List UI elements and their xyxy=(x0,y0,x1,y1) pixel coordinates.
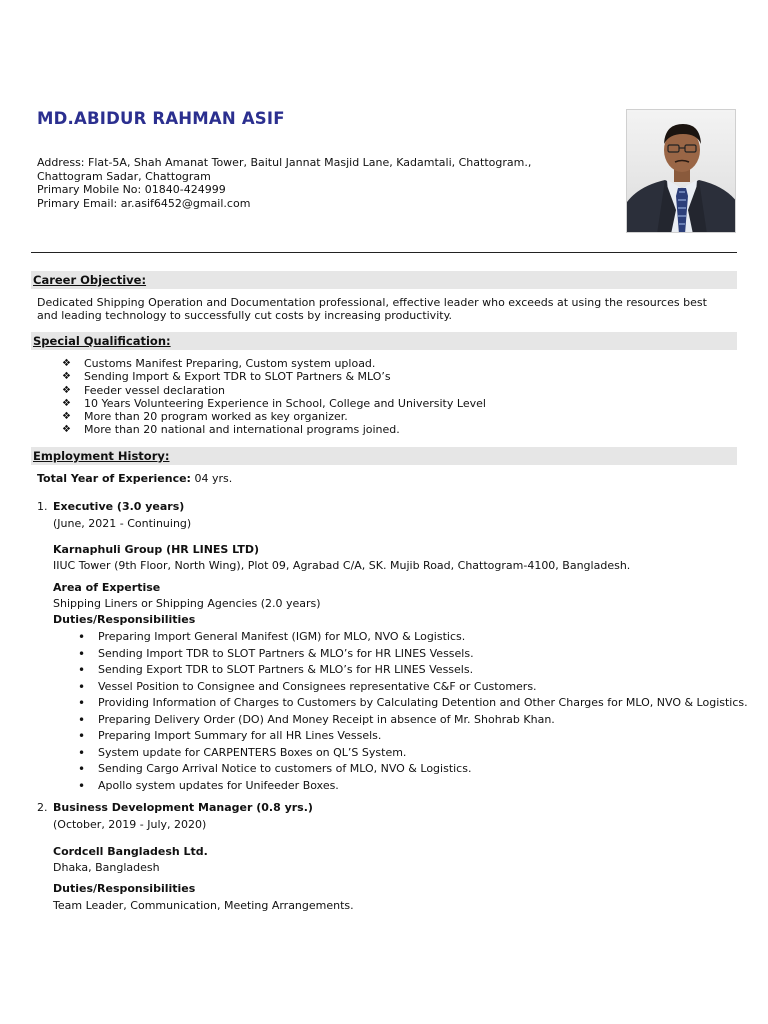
job-number: 2. xyxy=(37,801,48,814)
duties-label: Duties/Responsibilities xyxy=(53,613,196,626)
mobile-number: Primary Mobile No: 01840-424999 xyxy=(37,183,226,196)
section-header-special-qualification xyxy=(31,332,737,350)
duties-label: Duties/Responsibilities xyxy=(53,882,196,895)
company-address: Dhaka, Bangladesh xyxy=(53,861,160,874)
duties-list xyxy=(78,629,748,794)
list-item: • Providing Information of Charges to Customers by Calculating Detention and Other Charges for MLO, NVO & Logistics. xyxy=(78,695,748,712)
section-title: Special Qualification: xyxy=(33,334,171,348)
list-item: ❖ More than 20 program worked as key organizer. xyxy=(62,410,348,424)
job-period: (October, 2019 - July, 2020) xyxy=(53,818,207,831)
list-item: • Sending Cargo Arrival Notice to customers of MLO, NVO & Logistics. xyxy=(78,761,748,778)
email-address: Primary Email: ar.asif6452@gmail.com xyxy=(37,196,251,210)
list-item: ❖ Sending Import & Export TDR to SLOT Partners & MLO’s xyxy=(62,370,391,384)
job-title: Business Development Manager (0.8 yrs.) xyxy=(53,801,313,814)
diamond-bullet-icon: ❖ xyxy=(62,384,71,396)
total-experience-value: 04 yrs. xyxy=(190,472,233,485)
list-item: • Preparing Import General Manifest (IGM) for MLO, NVO & Logistics. xyxy=(78,629,748,646)
qualification-list xyxy=(62,357,486,437)
list-item: ❖ More than 20 national and international programs joined. xyxy=(62,423,400,437)
section-title: Career Objective: xyxy=(33,273,147,287)
list-item: • Preparing Delivery Order (DO) And Money Receipt in absence of Mr. Shohrab Khan. xyxy=(78,712,748,729)
list-item: • System update for CARPENTERS Boxes on QL’S System. xyxy=(78,745,748,762)
job-period: (June, 2021 - Continuing) xyxy=(53,517,192,530)
expertise-label: Area of Expertise xyxy=(53,581,161,594)
contact-block xyxy=(37,156,531,210)
company-name: Cordcell Bangladesh Ltd. xyxy=(53,845,208,858)
diamond-bullet-icon: ❖ xyxy=(62,371,71,383)
section-header-career-objective xyxy=(31,271,737,289)
list-item: • Preparing Import Summary for all HR Lines Vessels. xyxy=(78,728,748,745)
list-item: ❖ 10 Years Volunteering Experience in School, College and University Level xyxy=(62,396,486,410)
candidate-name: MD.ABIDUR RAHMAN ASIF xyxy=(37,109,285,128)
total-experience-label: Total Year of Experience: xyxy=(37,472,191,485)
list-item: • Apollo system updates for Unifeeder Boxes. xyxy=(78,778,748,795)
diamond-bullet-icon: ❖ xyxy=(62,397,71,409)
section-title: Employment History: xyxy=(33,449,170,463)
company-name: Karnaphuli Group (HR LINES LTD) xyxy=(53,543,260,556)
list-item: • Sending Import TDR to SLOT Partners & MLO’s for HR LINES Vessels. xyxy=(78,646,748,663)
list-item: • Sending Export TDR to SLOT Partners & MLO’s for HR LINES Vessels. xyxy=(78,662,748,679)
header-divider xyxy=(31,252,737,253)
diamond-bullet-icon: ❖ xyxy=(62,358,71,369)
duties-text: Team Leader, Communication, Meeting Arrangements. xyxy=(53,899,354,912)
list-item: ❖ Customs Manifest Preparing, Custom system upload. xyxy=(62,357,376,370)
list-item: ❖ Feeder vessel declaration xyxy=(62,383,226,397)
diamond-bullet-icon: ❖ xyxy=(62,411,71,423)
address-line-2: Chattogram Sadar, Chattogram xyxy=(37,169,211,183)
diamond-bullet-icon: ❖ xyxy=(62,424,71,436)
total-experience xyxy=(37,472,232,485)
expertise-value: Shipping Liners or Shipping Agencies (2.0 years) xyxy=(53,597,321,610)
career-objective-text: Dedicated Shipping Operation and Documentation professional, effective leader who exceeds at using the resources best and leading technology to successfully cut costs by increasing productivity. xyxy=(37,296,707,323)
profile-photo xyxy=(626,109,736,233)
company-address: IIUC Tower (9th Floor, North Wing), Plot 09, Agrabad C/A, SK. Mujib Road, Chattogram-4100, Bangladesh. xyxy=(53,559,631,572)
job-title: Executive (3.0 years) xyxy=(53,500,185,513)
address-line-1: Address: Flat-5A, Shah Amanat Tower, Baitul Jannat Masjid Lane, Kadamtali, Chattogram., xyxy=(37,156,532,169)
section-header-employment-history xyxy=(31,447,737,465)
list-item: • Vessel Position to Consignee and Consignees representative C&F or Customers. xyxy=(78,679,748,696)
job-number: 1. xyxy=(37,500,48,513)
